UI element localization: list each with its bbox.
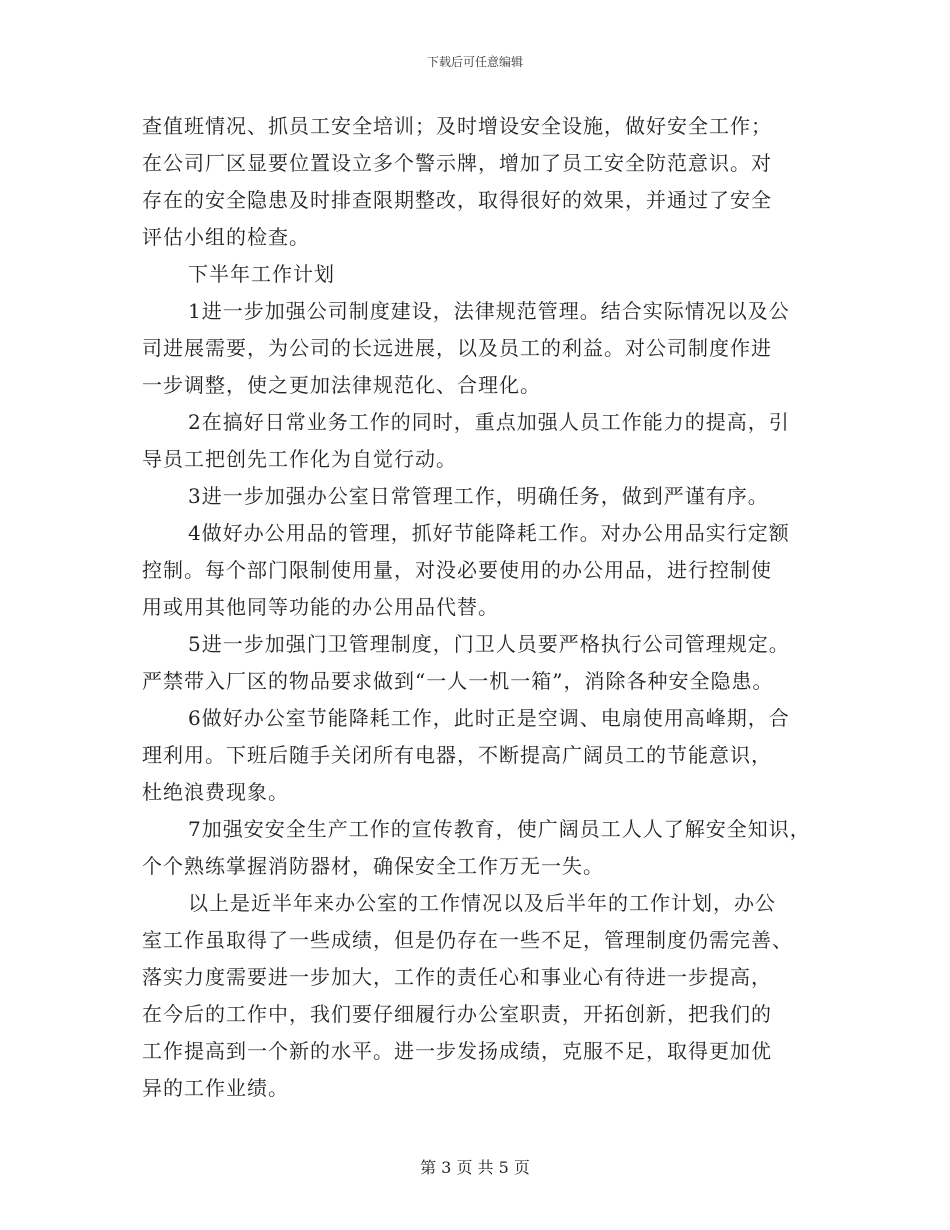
page-header: 下载后可任意编辑 <box>426 55 523 69</box>
text-line: 下半年工作计划 <box>188 262 335 286</box>
text-line: 存在的安全隐患及时排查限期整改，取得很好的效果，并通过了安全 <box>142 188 772 212</box>
text-line: 杜绝浪费现象。 <box>142 780 289 804</box>
text-line: 室工作虽取得了一些成绩，但是仍存在一些不足，管理制度仍需完善、 <box>142 928 793 952</box>
text-line: 异的工作业绩。 <box>142 1076 289 1100</box>
text-line: 4做好办公用品的管理，抓好节能降耗工作。对办公用品实行定额 <box>188 521 790 545</box>
text-line: 2在搞好日常业务工作的同时，重点加强人员工作能力的提高，引 <box>188 410 790 434</box>
text-line: 在今后的工作中，我们要仔细履行办公室职责，开拓创新，把我们的 <box>142 1002 772 1026</box>
text-line: 3进一步加强办公室日常管理工作，明确任务，做到严谨有序。 <box>188 484 769 508</box>
text-line: 6做好办公室节能降耗工作，此时正是空调、电扇使用高峰期，合 <box>188 706 790 730</box>
page-number-footer: 第 3 页 共 5 页 <box>420 1158 530 1177</box>
text-line: 1进一步加强公司制度建设，法律规范管理。结合实际情况以及公 <box>188 299 790 323</box>
text-line: 查值班情况、抓员工安全培训；及时增设安全设施，做好安全工作； <box>142 114 772 138</box>
text-line: 导员工把创先工作化为自觉行动。 <box>142 447 457 471</box>
text-line: 用或用其他同等功能的办公用品代替。 <box>142 595 499 619</box>
text-line: 个个熟练掌握消防器材，确保安全工作万无一失。 <box>142 854 604 878</box>
text-line: 严禁带入厂区的物品要求做到“一人一机一箱”，消除各种安全隐患。 <box>142 669 774 693</box>
text-line: 在公司厂区显要位置设立多个警示牌，增加了员工安全防范意识。对 <box>142 151 772 175</box>
text-line: 控制。每个部门限制使用量，对没必要使用的办公用品，进行控制使 <box>142 558 772 582</box>
text-line: 5进一步加强门卫管理制度，门卫人员要严格执行公司管理规定。 <box>188 632 790 656</box>
text-line: 一步调整，使之更加法律规范化、合理化。 <box>142 373 541 397</box>
text-line: 以上是近半年来办公室的工作情况以及后半年的工作计划，办公 <box>188 891 776 915</box>
text-line: 司进展需要，为公司的长远进展，以及员工的利益。对公司制度作进 <box>142 336 772 360</box>
document-body <box>142 108 822 1107</box>
text-line: 评估小组的检查。 <box>142 225 310 249</box>
text-line: 7加强安安全生产工作的宣传教育，使广阔员工人人了解安全知识， <box>188 817 811 841</box>
text-line: 落实力度需要进一步加大，工作的责任心和事业心有待进一步提高， <box>142 965 772 989</box>
text-line: 工作提高到一个新的水平。进一步发扬成绩，克服不足，取得更加优 <box>142 1039 772 1063</box>
text-line: 理利用。下班后随手关闭所有电器，不断提高广阔员工的节能意识， <box>142 743 772 767</box>
